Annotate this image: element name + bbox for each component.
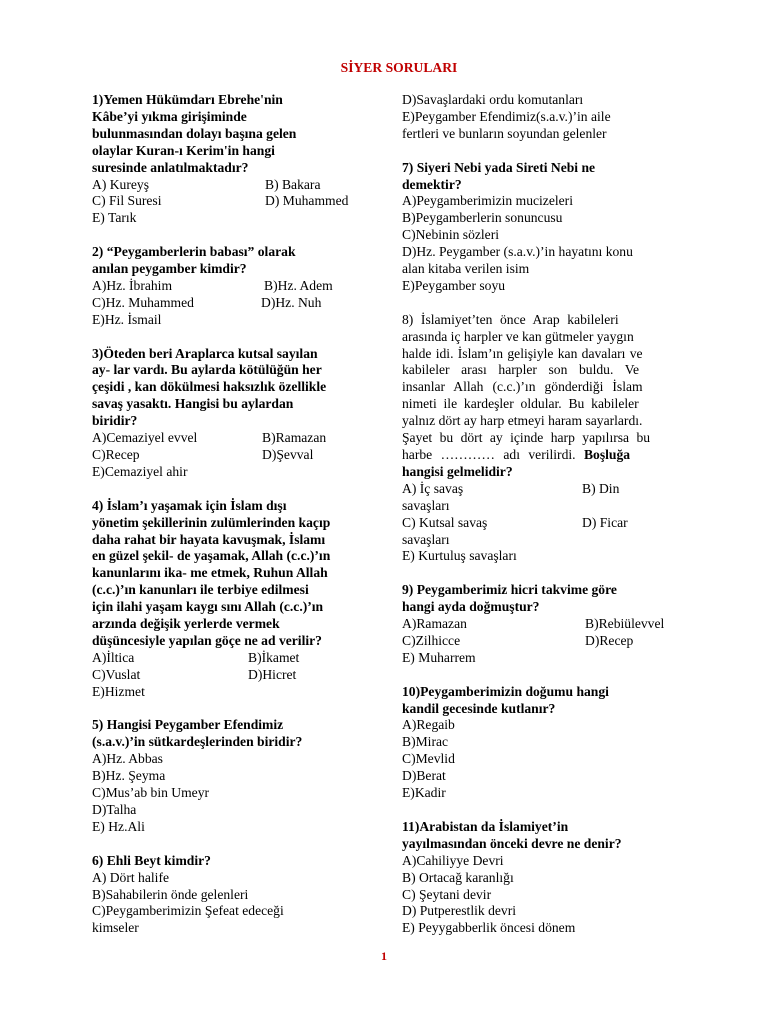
- question-text: 3)Öteden beri Araplarca kutsal sayılan ay- lar vardı. Bu aylarda kötülüğün her çeşidi , kan dökülmesi haksızlık özellikle savaş yasaktı. Hangisi bu aylardan biridir?: [92, 345, 327, 429]
- option-b: B)Mirac: [402, 734, 449, 750]
- question-text: 2) “Peygamberlerin babası” olarak anılan peygamber kimdir?: [92, 244, 296, 277]
- option-b: B)Sahabilerin önde gelenleri: [92, 886, 249, 902]
- option-c: C)Recep: [92, 447, 140, 462]
- option-d: D)Hz. Nuh: [261, 294, 322, 310]
- option-d: D)Şevval: [262, 447, 314, 462]
- option-c: C)Mevlid: [402, 751, 455, 767]
- question-5: [92, 717, 374, 835]
- option-e-cont: fertleri ve bunların soyundan gelenler: [402, 125, 607, 141]
- option-b: B) Din: [582, 480, 620, 496]
- option-a: A) İç savaş: [402, 480, 464, 496]
- question-6: [92, 853, 374, 938]
- page-number: 1: [381, 949, 387, 963]
- option-e: E)Kadir: [402, 785, 446, 801]
- option-d: D)Hz. Peygamber (s.a.v.)’in hayatını konu: [402, 244, 633, 260]
- option-c: C) Şeytani devir: [402, 886, 492, 902]
- option-e: E)Hz. İsmail: [92, 311, 162, 327]
- page-title: SİYER SORULARI: [340, 60, 458, 75]
- option-e: E)Peygamber soyu: [402, 277, 506, 293]
- option-d-cont: alan kitaba verilen isim: [402, 261, 530, 277]
- option-c-cont: savaşları: [402, 531, 450, 547]
- option-d: D)Hicret: [248, 666, 297, 682]
- option-e: E)Hizmet: [92, 683, 145, 699]
- option-a: A)Hz. Abbas: [92, 751, 163, 767]
- option-a: A)Hz. İbrahim: [92, 277, 173, 293]
- question-7: [402, 160, 677, 295]
- option-a: A)Ramazan: [402, 616, 467, 632]
- option-a-cont: savaşları: [402, 497, 450, 513]
- question-text: 4) İslam’ı yaşamak için İslam dışı yönetim şekillerinin zulümlerinden kaçıp daha rahat bir hayata kavuşmak, İslamı en güzel şekil- de yaşamak, Allah (c.c.)’ın kanunlarını ika- me etmek, Ruhun Allah (c.c.)’ın kanunları ile terbiye edilmesi için ilahi yaşam kaygı sını Allah (c.c.)’ın arzında değişik yerlerde vermek düşüncesiyle yapılan göçe ne ad verilir?: [92, 497, 331, 648]
- question-text: 10)Peygamberimizin doğumu hangi kandil gecesinde kutlanır?: [402, 683, 609, 716]
- option-b: B) Bakara: [265, 176, 321, 192]
- option-b: B)Rebiülevvel: [585, 616, 665, 632]
- option-c: C) Kutsal savaş: [402, 514, 488, 530]
- option-c: C)Nebinin sözleri: [402, 227, 500, 243]
- question-text: 1)Yemen Hükümdarı Ebrehe'nin Kâbe’yi yıkma girişiminde bulunmasından dolayı başına gelen olaylar Kuran-ı Kerim'in hangi suresinde anlatılmaktadır?: [92, 92, 297, 175]
- option-c-cont: kimseler: [92, 920, 139, 936]
- option-d: D)Talha: [92, 802, 137, 817]
- option-d: D)Savaşlardaki ordu komutanları: [402, 92, 584, 107]
- option-e: E) Hz.Ali: [92, 818, 145, 834]
- question-4: [92, 498, 374, 701]
- option-b: B)Hz. Adem: [264, 277, 333, 293]
- question-11: [402, 819, 677, 937]
- right-column: [402, 92, 677, 937]
- option-e: E) Peyygabberlik öncesi dönem: [402, 920, 576, 936]
- option-c: C)Vuslat: [92, 666, 141, 682]
- question-6-continued: [402, 92, 677, 143]
- question-text: 6) Ehli Beyt kimdir?: [92, 852, 211, 868]
- option-d: D) Putperestlik devri: [402, 903, 517, 919]
- option-e: E)Peygamber Efendimiz(s.a.v.)’in aile: [402, 108, 611, 124]
- option-d: D) Ficar: [582, 514, 628, 530]
- question-text: 9) Peygamberimiz hicri takvime göre hangi ayda doğmuştur?: [402, 582, 617, 615]
- question-8: [402, 312, 677, 566]
- option-c: C)Peygamberimizin Şefeat edeceği: [92, 903, 284, 919]
- option-d: D)Berat: [402, 768, 446, 784]
- question-9: [402, 582, 677, 667]
- option-c: C)Zilhicce: [402, 632, 461, 648]
- option-a: A)İltica: [92, 649, 135, 665]
- option-a: A)Cahiliyye Devri: [402, 852, 504, 868]
- question-text: 5) Hangisi Peygamber Efendimiz (s.a.v.)’in sütkardeşlerinden biridir?: [92, 717, 303, 750]
- question-text: 8) İslamiyet’ten önce Arap kabileleri arasında iç harpler ve kan gütmeler yaygın halde idi. İslam’ın gelişiyle kan davaları ve kabileler arası harpler son buldu. Ve insanlar Allah (c.c.)’ın gönderdiği İslam nimeti ile kardeşler oldular. Bu kabileler yalnız dört ay harp etmeyi haram sayarlardı. Şayet bu dört ay içinde harp yapılırsa bu harbe ………… adı verilirdi. Boşluğa hangisi gelmelidir?: [402, 311, 651, 479]
- option-a: A) Kureyş: [92, 176, 150, 192]
- option-d: D)Recep: [585, 632, 634, 648]
- question-10: [402, 684, 677, 802]
- question-text: 11)Arabistan da İslamiyet’in yayılmasından önceki devre ne denir?: [402, 818, 622, 851]
- option-c: C) Fil Suresi: [92, 193, 162, 209]
- option-e: E) Tarık: [92, 210, 137, 226]
- option-e: E) Kurtuluş savaşları: [402, 548, 517, 564]
- left-column: [92, 92, 374, 937]
- option-e: E)Cemaziyel ahir: [92, 463, 188, 479]
- option-c: C)Hz. Muhammed: [92, 294, 194, 310]
- option-b: B)İkamet: [248, 649, 300, 665]
- option-a: A)Peygamberimizin mucizeleri: [402, 193, 573, 209]
- option-b: B) Ortacağ karanlığı: [402, 869, 514, 885]
- question-1: [92, 92, 374, 227]
- option-d: D) Muhammed: [265, 193, 349, 209]
- question-2: [92, 244, 374, 329]
- option-c: C)Mus’ab bin Umeyr: [92, 785, 210, 801]
- option-b: B)Ramazan: [262, 430, 327, 446]
- option-b: B)Hz. Şeyma: [92, 768, 166, 784]
- option-a: A)Cemaziyel evvel: [92, 430, 198, 446]
- question-3: [92, 346, 374, 481]
- option-b: B)Peygamberlerin sonuncusu: [402, 210, 563, 226]
- option-a: A) Dört halife: [92, 869, 170, 885]
- option-e: E) Muharrem: [402, 649, 476, 665]
- question-text: 7) Siyeri Nebi yada Sireti Nebi ne demektir?: [402, 159, 596, 192]
- option-a: A)Regaib: [402, 717, 455, 733]
